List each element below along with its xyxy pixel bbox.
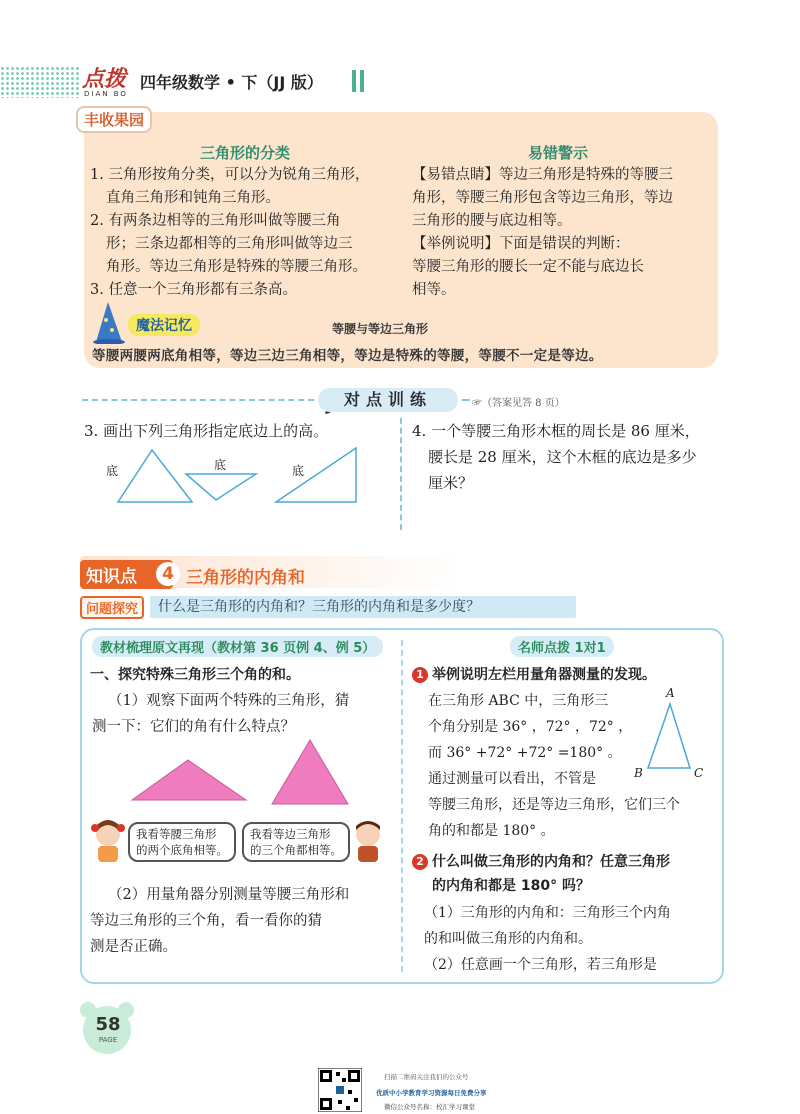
- point-number-icon: 1: [412, 667, 428, 683]
- question-line: 腰长是 28 厘米，这个木框的底边是多少: [428, 448, 697, 466]
- point-number-icon: 2: [412, 854, 428, 870]
- practice-banner: 对点训练: [318, 388, 458, 412]
- header-bar: [360, 70, 364, 92]
- list-item: 【举例说明】下面是错误的判断：: [412, 236, 630, 252]
- header-bar: [352, 70, 356, 92]
- paragraph-line: 测是否正确。: [90, 939, 177, 955]
- magic-memory-label: 魔法记忆: [128, 314, 200, 336]
- boy-avatar: [350, 818, 386, 864]
- point-question: 什么叫做三角形的内角和？任意三角形: [432, 854, 670, 870]
- warning-heading: 易错警示: [528, 144, 589, 162]
- vertex-label-a: A: [666, 686, 675, 700]
- explanation-line: 角的和都是 180° 。: [428, 823, 555, 839]
- logo: 点拨: [82, 67, 127, 92]
- base-label: 底: [292, 464, 305, 478]
- book-title: 四年级数学 • 下（JJ 版）: [140, 73, 323, 92]
- base-label: 底: [106, 464, 119, 478]
- footer-line: 扫描二维码关注我们的公众号: [384, 1073, 469, 1081]
- question-3: 3. 画出下列三角形指定底边上的高。: [84, 422, 329, 440]
- answer-reference: ☞（答案见答 8 页）: [472, 398, 565, 409]
- warning-list: [412, 164, 712, 302]
- speech-bubble-girl: [128, 822, 236, 862]
- list-item: 直角三角形和钝角三角形。: [106, 190, 280, 206]
- list-item: 等腰三角形的腰长一定不能与底边长: [412, 259, 644, 275]
- point-question: 的内角和都是 180° 吗？: [432, 878, 590, 894]
- explanation-line: （1）三角形的内角和：三角形三个内角: [424, 905, 671, 921]
- tutor-heading: 名师点拨 1对1: [510, 636, 614, 657]
- point-question: 举例说明左栏用量角器测量的发现。: [432, 667, 656, 683]
- logo-subtitle: DIAN BO: [84, 90, 128, 98]
- footer-line: 微信公众号名称：校汇学习课堂: [384, 1103, 475, 1111]
- divider: [400, 418, 402, 530]
- bubble-line: 的三个角都相等。: [250, 843, 342, 857]
- knowledge-tag-text: 知识点: [86, 567, 137, 587]
- list-item: 角形。等边三角形是特殊的等腰三角形。: [106, 259, 367, 275]
- summary-tag: 丰收果园: [76, 106, 152, 133]
- wizard-hat-icon: [92, 300, 126, 344]
- question-line: 4. 一个等腰三角形木框的周长是 86 厘米，: [412, 422, 700, 440]
- classification-list: [90, 164, 400, 302]
- tutor-point-1: [412, 664, 656, 684]
- page-number: 58: [95, 1014, 121, 1035]
- triangle-abc: [644, 700, 694, 772]
- list-item: 1. 三角形按角分类，可以分为锐角三角形，: [90, 167, 370, 183]
- bubble-line: 我看等腰三角形: [136, 827, 217, 841]
- explanation-line: 通过测量可以看出，不管是: [428, 771, 596, 787]
- knowledge-number: 4: [156, 562, 180, 586]
- list-item: 形；三条边都相等的三角形叫做等边三: [106, 236, 353, 252]
- section-heading: 一、探究特殊三角形三个角的和。: [90, 667, 300, 683]
- vertex-label-b: B: [634, 766, 643, 780]
- explanation-line: 在三角形 ABC 中，三角形三: [428, 693, 609, 709]
- example-triangles: [128, 738, 358, 808]
- girl-avatar: [90, 818, 126, 864]
- paragraph-line: 测一下：它们的角有什么特点？: [92, 719, 295, 735]
- explanation-line: （2）任意画一个三角形，若三角形是: [424, 957, 657, 973]
- footer-line: 优质中小学教育学习资源每日免费分享: [376, 1089, 487, 1097]
- list-item: 2. 有两条边相等的三角形叫做等腰三角: [90, 213, 341, 229]
- textbook-heading: 教材梳理原文再现（教材第 36 页例 4、例 5）: [92, 636, 383, 657]
- divider: [462, 399, 470, 401]
- bubble-line: 我看等边三角形: [250, 827, 331, 841]
- list-item: 相等。: [412, 282, 456, 298]
- qr-code: [318, 1068, 362, 1112]
- key-question: 什么是三角形的内角和？三角形的内角和是多少度？: [150, 596, 576, 618]
- tutor-explanation-2: [424, 900, 716, 978]
- divider: [82, 399, 314, 401]
- paragraph-line: （1）观察下面两个特殊的三角形，猜: [108, 693, 350, 709]
- magic-memory-rhyme: 等腰两腰两底角相等，等边三边三角相等，等边是特殊的等腰，等腰不一定是等边。: [92, 348, 603, 364]
- classification-heading: 三角形的分类: [200, 144, 291, 162]
- bubble-line: 的两个底角相等。: [136, 843, 228, 857]
- magic-memory-title: 等腰与等边三角形: [332, 322, 429, 336]
- header-dot-pattern: [0, 66, 80, 98]
- speech-bubble-boy: [242, 822, 350, 862]
- vertex-label-c: C: [694, 766, 704, 780]
- knowledge-title: 三角形的内角和: [186, 568, 305, 588]
- list-item: 3. 任意一个三角形都有三条高。: [90, 282, 297, 298]
- list-item: 角形，等腰三角形包含等边三角形，等边: [412, 190, 673, 206]
- paragraph-line: （2）用量角器分别测量等腰三角形和: [108, 887, 350, 903]
- practice-triangles: [100, 444, 370, 506]
- tutor-point-2: [412, 850, 670, 898]
- question-tag: 问题探究: [80, 596, 144, 619]
- paragraph-2: [90, 882, 390, 960]
- explanation-line: 等腰三角形，还是等边三角形，它们三个: [428, 797, 680, 813]
- question-line: 厘米？: [428, 474, 474, 492]
- explanation-line: 而 36° +72° +72° =180° 。: [428, 745, 622, 761]
- list-item: 三角形的腰与底边相等。: [412, 213, 572, 229]
- explanation-line: 的和叫做三角形的内角和。: [424, 931, 592, 947]
- question-4: [412, 418, 722, 496]
- paragraph-line: 等边三角形的三个角，看一看你的猜: [90, 913, 322, 929]
- base-label: 底: [214, 458, 227, 472]
- list-item: 【易错点睛】等边三角形是特殊的等腰三: [412, 167, 673, 183]
- panel-divider: [401, 640, 403, 972]
- explanation-line: 个角分别是 36° ，72° ，72° ，: [428, 719, 633, 735]
- page-word: PAGE: [98, 1036, 118, 1044]
- paragraph-1: [92, 688, 398, 740]
